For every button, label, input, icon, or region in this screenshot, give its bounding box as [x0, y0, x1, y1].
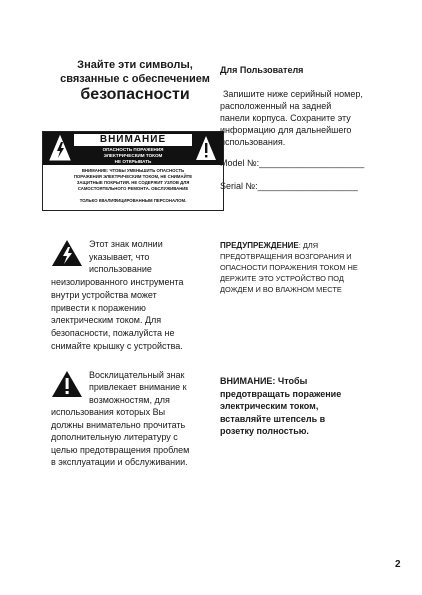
exclamation-paragraph-line: возможностям, для	[89, 395, 170, 405]
exclamation-paragraph-line: целью предотвращения проблем	[51, 445, 190, 455]
caution-line: ДЕРЖИТЕ ЭТО УСТРОЙСТВО ПОД	[220, 274, 344, 283]
caution-lead-rest: : ДЛЯ	[298, 241, 319, 250]
warning-label-heading: ВНИМАНИЕ	[74, 134, 192, 146]
warning-label-small-line: САМОСТОЯТЕЛЬНОГО РЕМОНТА. ОБСЛУЖИВАНИЕ	[77, 186, 189, 191]
exclamation-paragraph-line: Восклицательный знак	[89, 370, 185, 380]
serial-number-field: Serial №:____________________	[220, 181, 358, 191]
warning-label-line: ОПАСНОСТЬ ПОРАЖЕНИЯ	[102, 147, 164, 152]
lightning-paragraph-line: Этот знак молнии	[89, 239, 163, 249]
lightning-paragraph-line: неизолированного инструмента	[51, 277, 184, 287]
plug-warning-line: ВНИМАНИЕ: Чтобы	[220, 376, 308, 386]
exclamation-icon	[195, 134, 217, 162]
exclamation-paragraph-line: в эксплуатации и обслуживании.	[51, 457, 188, 467]
exclamation-paragraph-line: дополнительную литературу с	[51, 432, 178, 442]
user-section-line: использования.	[220, 137, 286, 147]
plug-warning-line: электрическим током,	[220, 401, 319, 411]
warning-label	[42, 131, 224, 211]
plug-warning-line: вставляйте штепсель в	[220, 414, 326, 424]
lightning-icon	[49, 134, 71, 162]
model-number-field: Model №:_____________________	[220, 158, 365, 168]
page-number: 2	[395, 559, 401, 570]
user-section-heading: Для Пользователя	[220, 65, 304, 75]
lightning-paragraph-line: указывает, что	[89, 252, 150, 262]
warning-label-small-line: ВНИМАНИЕ: ЧТОБЫ УМЕНЬШИТЬ ОПАСНОСТЬ	[81, 168, 185, 173]
warning-label-line: ЭЛЕКТРИЧЕСКИМ ТОКОМ	[103, 153, 163, 158]
lightning-paragraph-line: электрическим током. Для	[51, 315, 162, 325]
lightning-paragraph-line: внутри устройства может	[51, 290, 157, 300]
exclamation-paragraph-line: использования которых Вы	[51, 407, 166, 417]
caution-line: ПРЕДОТВРАЩЕНИЯ ВОЗГОРАНИЯ И	[220, 252, 352, 261]
warning-label-line: НЕ ОТКРЫВАТЬ	[114, 159, 152, 164]
warning-label-small-line: ПОРАЖЕНИЯ ЭЛЕКТРИЧЕСКИМ ТОКОМ, НЕ СНИМАЙТЕ	[73, 174, 193, 179]
user-section-line: панели корпуса. Сохраните эту	[220, 113, 351, 123]
warning-label-header	[43, 132, 223, 165]
lightning-icon	[51, 239, 83, 267]
caution-line: ДОЖДЕМ И ВО ВЛАЖНОМ МЕСТЕ	[220, 285, 342, 294]
warning-label-small-line: ТОЛЬКО КВАЛИФИЦИРОВАННЫМ ПЕРСОНАЛОМ.	[79, 198, 187, 203]
lightning-paragraph-line: привести к поражению	[51, 303, 146, 313]
title-line-3: безопасности	[80, 86, 190, 103]
user-section-line: информацию для дальнейшего	[220, 125, 352, 135]
plug-warning-line: розетку полностью.	[220, 426, 309, 436]
warning-label-small-line: ЗАЩИТНЫЕ ПОКРЫТИЯ. НЕ СОДЕРЖИТ УЗЛОВ ДЛЯ	[76, 180, 190, 185]
exclamation-icon	[51, 370, 83, 398]
user-section-line: расположенный на задней	[220, 101, 332, 111]
exclamation-paragraph-line: должны внимательно прочитать	[51, 420, 186, 430]
lightning-paragraph-line: безопасности, пожалуйста не	[51, 328, 175, 338]
lightning-paragraph-line: снимайте крышку с устройства.	[51, 341, 183, 351]
exclamation-paragraph-line: привлекает внимание к	[89, 382, 187, 392]
title-line-1: Знайте эти символы,	[77, 59, 193, 71]
lightning-paragraph-line: использование	[89, 264, 152, 274]
caution-lead: ПРЕДУПРЕЖДЕНИЕ	[220, 241, 299, 250]
caution-line: ОПАСНОСТИ ПОРАЖЕНИЯ ТОКОМ НЕ	[220, 263, 358, 272]
plug-warning-line: предотвращать поражение	[220, 389, 342, 399]
title-line-2: связанные с обеспечением	[60, 73, 210, 85]
user-section-line: Запишите ниже серийный номер,	[223, 89, 363, 99]
